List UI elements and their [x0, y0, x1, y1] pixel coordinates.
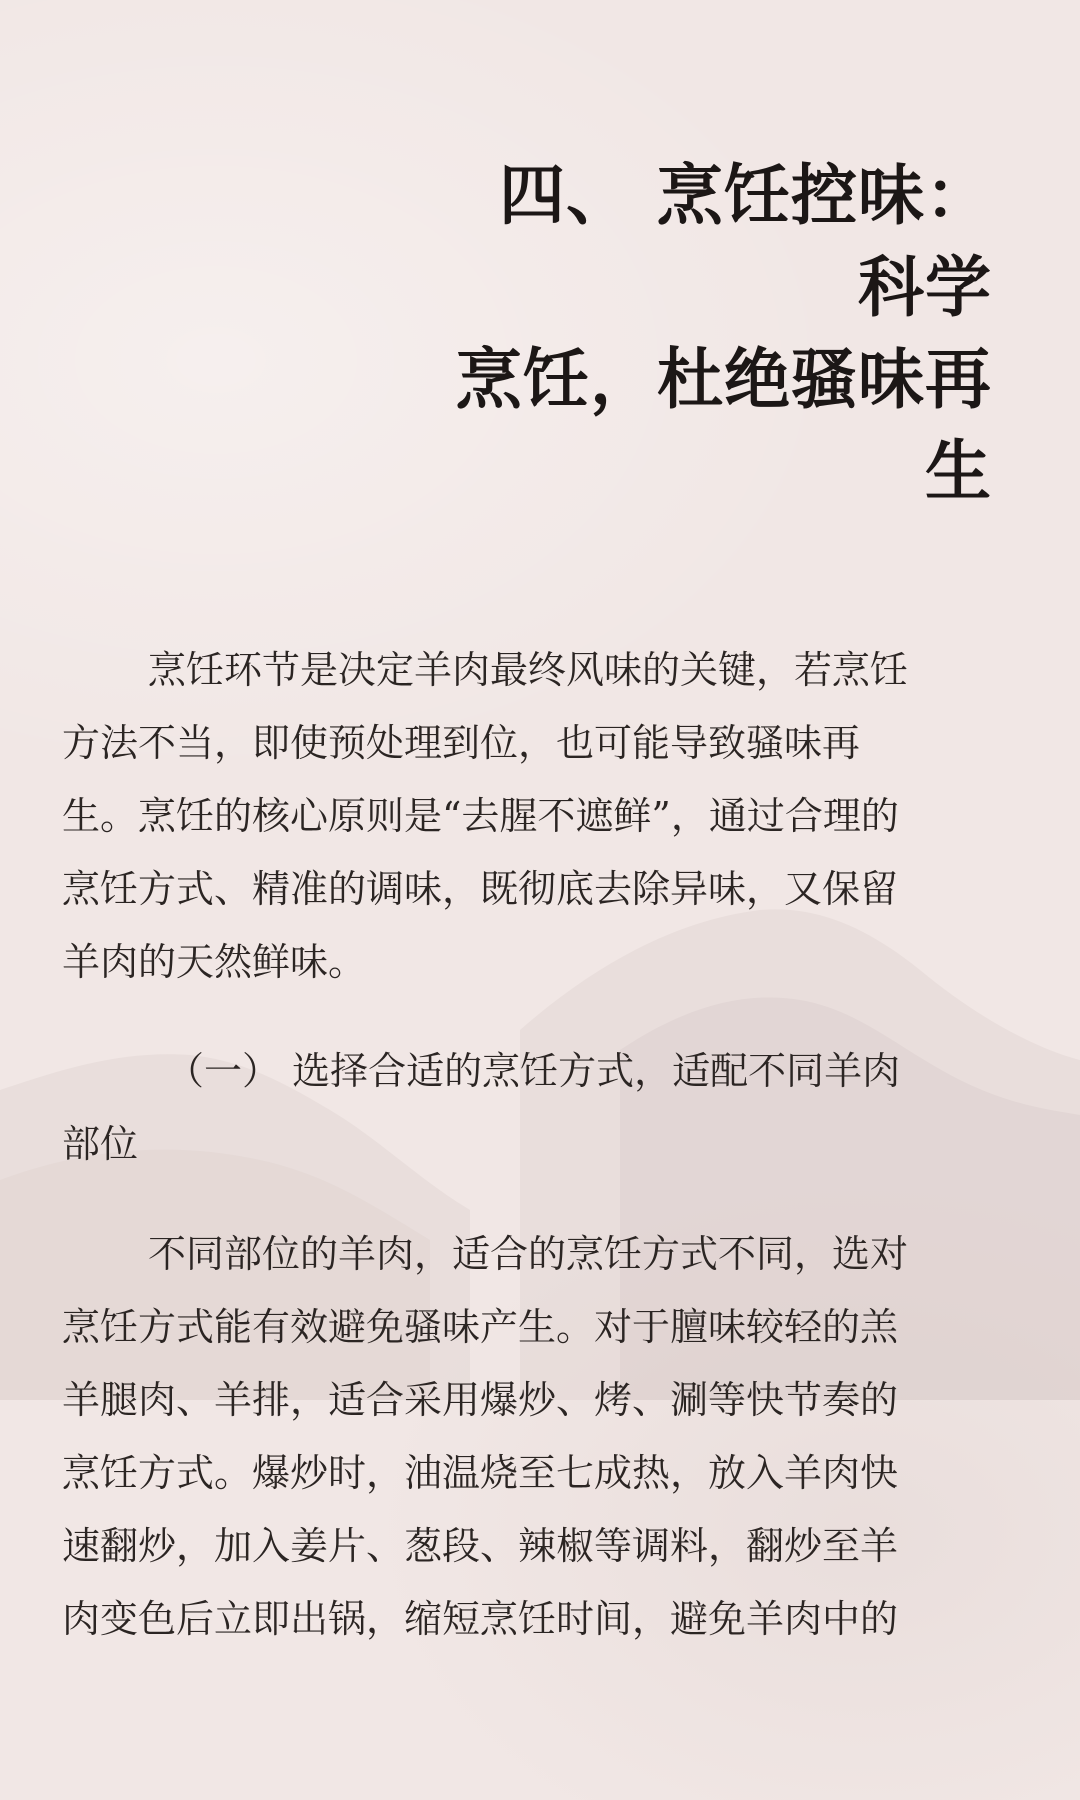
text-line: 烹饪方式能有效避免骚味产生。对于膻味较轻的羔	[62, 1305, 899, 1349]
text-line: 速翻炒，加入姜片、葱段、辣椒等调料，翻炒至羊	[62, 1524, 899, 1568]
section-heading	[432, 150, 992, 518]
subheading-line: （一） 选择合适的烹饪方式，适配不同羊肉	[166, 1049, 901, 1093]
text-line: 烹饪环节是决定羊肉最终风味的关键，若烹饪	[148, 648, 909, 692]
heading-line: 烹饪，杜绝骚味再	[456, 341, 992, 418]
text-line: 羊腿肉、羊排，适合采用爆炒、烤、涮等快节奏的	[62, 1378, 899, 1422]
body-paragraph	[62, 1218, 1020, 1656]
text-line: 烹饪方式、精准的调味，既彻底去除异味，又保留	[62, 867, 899, 911]
subsection-heading	[62, 1035, 1020, 1181]
text-line: 烹饪方式。爆炒时，油温烧至七成热，放入羊肉快	[62, 1451, 899, 1495]
subheading-line: 部位	[62, 1122, 139, 1166]
text-line: 肉变色后立即出锅，缩短烹饪时间，避免羊肉中的	[62, 1597, 899, 1641]
heading-line: 科学	[858, 249, 992, 326]
text-line: 不同部位的羊肉，适合的烹饪方式不同，选对	[148, 1232, 909, 1276]
text-line: 生。烹饪的核心原则是“去腥不遮鲜”，通过合理的	[62, 794, 899, 838]
text-line: 方法不当，即使预处理到位，也可能导致骚味再	[62, 721, 861, 765]
intro-paragraph	[62, 634, 1020, 999]
heading-line: 四、 烹饪控味：	[499, 157, 992, 234]
heading-line: 生	[925, 433, 992, 510]
text-line: 羊肉的天然鲜味。	[62, 940, 367, 984]
